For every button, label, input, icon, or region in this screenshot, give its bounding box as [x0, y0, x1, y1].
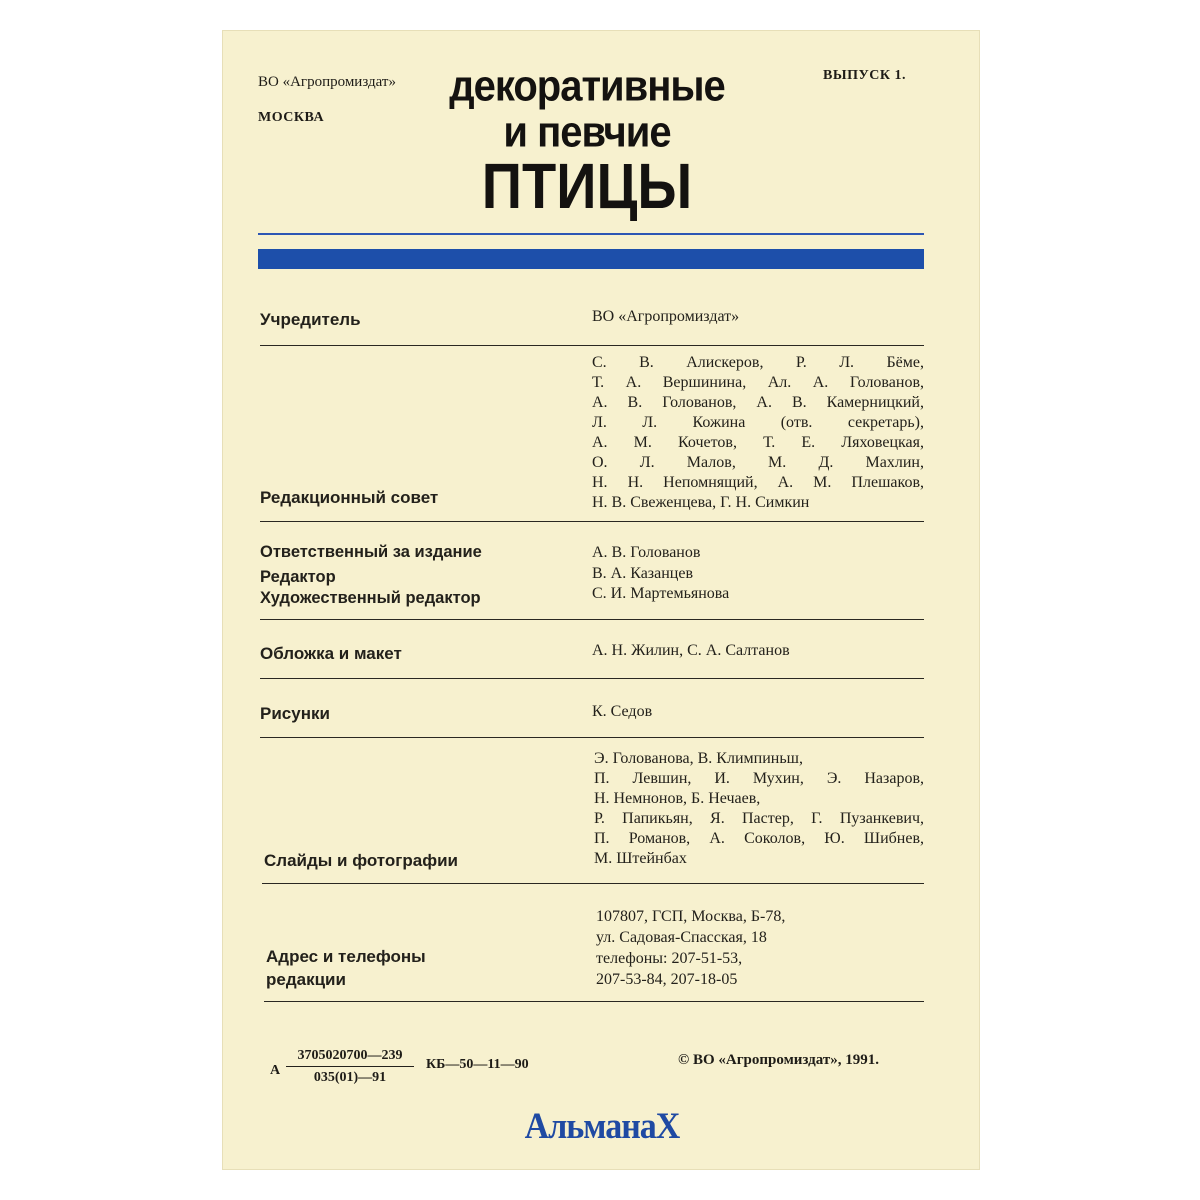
art-editor-value: С. И. Мартемьянова [592, 585, 730, 602]
document-page [222, 30, 980, 1170]
photos-line: Р. Папикьян, Я. Пастер, Г. Пузанкевич, [594, 810, 924, 827]
photos-line: П. Романов, А. Соколов, Ю. Шибнев, [594, 830, 924, 847]
address-line: телефоны: 207-51-53, [596, 950, 743, 967]
cover-value: А. Н. Жилин, С. А. Салтанов [592, 642, 790, 659]
title-line-2: и певчие [503, 107, 671, 157]
title-line-1: декоративные [449, 61, 725, 111]
divider [264, 1001, 924, 1002]
address-line: 107807, ГСП, Москва, Б-78, [596, 908, 786, 925]
header-blue-band [258, 249, 924, 269]
photos-list [594, 749, 924, 869]
city-name: МОСКВА [258, 110, 325, 125]
fraction-numerator: 3705020700—239 [286, 1048, 414, 1067]
editor-label: Редактор [260, 568, 336, 586]
almanah-logo: АльманаХ [524, 1106, 680, 1147]
art-editor-label: Художественный редактор [260, 589, 481, 607]
drawings-label: Рисунки [260, 704, 330, 723]
council-line: А. М. Кочетов, Т. Е. Ляховецкая, [592, 434, 924, 451]
address-block [596, 906, 916, 990]
responsible-label: Ответственный за издание [260, 543, 482, 561]
divider [260, 678, 924, 679]
photos-line: М. Штейнбах [594, 850, 687, 867]
founder-value: ВО «Агропромиздат» [592, 308, 740, 325]
copyright-notice: © ВО «Агропромиздат», 1991. [678, 1052, 879, 1068]
drawings-value: К. Седов [592, 703, 653, 720]
photos-line: Э. Голованова, В. Климпиньш, [594, 750, 803, 767]
title-line-3: ПТИЦЫ [481, 149, 693, 222]
council-line: Т. А. Вершинина, Ал. А. Голованов, [592, 374, 924, 391]
index-letter: А [270, 1063, 281, 1078]
council-line: Л. Л. Кожина (отв. секретарь), [592, 414, 924, 431]
issue-number: ВЫПУСК 1. [823, 68, 907, 83]
fraction-denominator: 035(01)—91 [313, 1070, 387, 1085]
photos-label: Слайды и фотографии [264, 851, 458, 870]
photos-line: Н. Немнонов, Б. Нечаев, [594, 790, 761, 807]
header-thin-line [258, 233, 924, 235]
editor-value: В. А. Казанцев [592, 565, 693, 582]
photos-line: П. Левшин, И. Мухин, Э. Назаров, [594, 770, 924, 787]
council-line: Н. В. Свеженцева, Г. Н. Симкин [592, 494, 810, 511]
address-line: ул. Садовая-Спасская, 18 [596, 929, 767, 946]
address-line: 207-53-84, 207-18-05 [596, 971, 738, 988]
council-line: О. Л. Малов, М. Д. Махлин, [592, 454, 924, 471]
main-title [442, 61, 732, 222]
responsible-value: А. В. Голованов [592, 544, 701, 561]
divider [260, 345, 924, 346]
founder-label: Учредитель [260, 310, 361, 329]
council-label: Редакционный совет [260, 488, 439, 507]
cover-label: Обложка и макет [260, 644, 402, 663]
council-line: С. В. Алискеров, Р. Л. Бёме, [592, 354, 924, 371]
divider [262, 883, 924, 884]
divider [260, 737, 924, 738]
address-label-line-1: Адрес и телефоны [266, 947, 426, 966]
divider [260, 521, 924, 522]
council-list [592, 353, 924, 513]
council-line: А. В. Голованов, А. В. Камерницкий, [592, 394, 924, 411]
council-line: Н. Н. Непомнящий, А. М. Плешаков, [592, 474, 924, 491]
publisher-name: ВО «Агропромиздат» [258, 74, 396, 90]
index-fraction [286, 1048, 414, 1086]
kb-code: КБ—50—11—90 [426, 1057, 529, 1072]
address-label-line-2: редакции [266, 970, 346, 989]
divider [260, 619, 924, 620]
